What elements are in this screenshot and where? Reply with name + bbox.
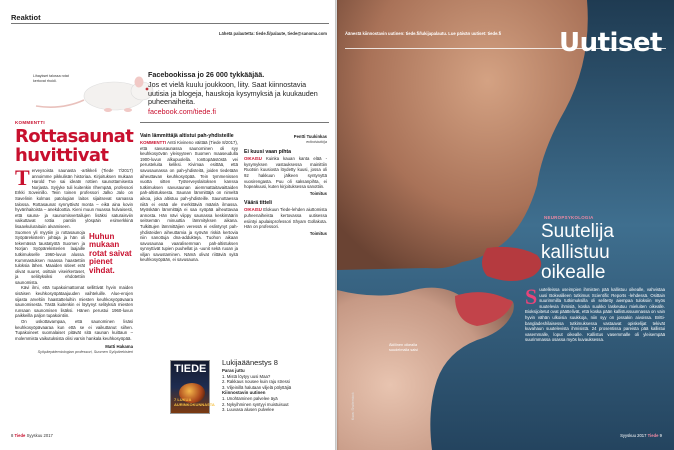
letter-label: OIKAISU [244, 156, 262, 162]
letter-text: OIKAISU Elokuun Tiede-lehden aiuttomista puheenaiheista kertovassa uutisessa esiintyi apulaisprofessori Shyam Gollakota. Hän on professori. [244, 207, 327, 230]
pull-quote: Huhun mukaan rotat saivat pienet vihdat. [89, 231, 132, 275]
letter-text: KOMMENTTI Antti Kivineno väittää (Tiede 8/2017), että savusaunassa saunominen oli syy keuhkosyövän yleisyyteen Suomen maaseudulla 1900-luvun alkupuolella. Ionttopäästöstä vei perusteluita keliksi. Kivimaa esittää, että savusaunassa on pah-yhdisteitä, joiden tiedetään aiheuttavan keuhkosyöpää. Tein tymmenissen vuotta sitten Työterveyslaitoksen kanssa tutkimuksen savusaunan aiemmattaitavaittaiden pah-altistuksesta. Saunan lämmittäjä on nimeltä aikoa, joka altistuu pah-yhdisteille. Saunottaessa niitä ei enää ole merkittäviä määriä ilmassa. Myöskään lämmittäjä ei saa syöpää aiheuttavaa annosta. Hän nävi viippy saunassa keskimäärin seitsemän minuuttia lämmityksen aikana. Tulkittujen lämmittäjien veressä ei eslintynyt pah-yhdisteiden aiheuttamia ja syövän riskiä kertovia niin sanottuja dna-addukteja. Tuohon aikaan savusaunaa vaaralisemman pah-altistuksen synnyttivät tupien puuhellat ja -uunit sekä ruoan ja viljan savustaminen. Nämä olivat riittäviä syitä keuhkosyöpään, ei savusauna. [140, 140, 238, 263]
paragraph: erveysoista saunasta -artikkeli (Tiede 7/2017) annoimme pikkulisän historiaa. Kirjoituksen mukaan Harold Tve sai ideatn rottien saunottamisesta Norjasta. Syrjyke tuli kuitenkin Ilhempää, professori Erkki Soveinillo. Teiin toinen professori Jalko Jalo on Savelinin kolmas patologian laitos sijaitsevat samassa talossa. Rottasaunat synnyttivät monta – eikä aina kovin hyvänhaitoista – anekdoottia. Kieni muun muassa hulvaisesti, että sauna- ja saunomisvertailujen lisäksi saturaisviin vaikuttavat rottia pantiin ylöspäin esimerkkinä lisaavkuluraituiin alvamiseen. [15, 168, 133, 229]
photo-caption: Äkillinen oikealla suudelmalla saisi [389, 343, 418, 352]
poll-category: Kiinnostavin uutinen [222, 390, 266, 396]
poll-item: 1. Unohtaminen palvelee äyä [222, 395, 278, 401]
reader-poll [222, 358, 328, 413]
cover-title: TIEDE [174, 363, 207, 375]
paragraph: Suomen yli myytiin jo rottasaunoja Syöpärekisterin johtaja ja hän oli tekemässä taustatyötä Suomen ja Norjan Syöpärekisterien laajaille tutkimukselle 1960-luvun alussa. Kummastuksen maassa haastettiin tuloksia lähen. Maaiden sitieet erät olivat suuret, osittain viseirkertaset, ja seliityksiksi ehdotettiin saunomista. [15, 229, 85, 285]
article-body [15, 165, 133, 356]
letter-sig: Pentti Tuukinkas [293, 134, 327, 139]
article-headline: Rottasaunat huvittivat [15, 126, 134, 166]
page-number: 8 [11, 433, 14, 438]
issue-date: Syyskuu 2017 [26, 433, 53, 438]
divider [140, 122, 329, 123]
page-number: 9 [659, 433, 662, 438]
facebook-link[interactable]: facebook.com/tiede.fi [148, 106, 216, 116]
drop-cap: S [525, 284, 538, 309]
facebook-box [148, 70, 328, 116]
letter-headline: Väärä titteli [244, 200, 272, 207]
letter-sig: Toimitus [309, 230, 327, 236]
author-title: Syöpäepidemiologian professori, Suomen Syöpärekisteri [37, 350, 133, 354]
right-page [337, 0, 674, 450]
letter-label: OIKAISU [244, 207, 262, 213]
contact-line: Lähetä palautetta: tiede.fi/palaute, tiede@sanoma.com [218, 31, 327, 36]
paragraph: On uskottavampaa, että saunominen lisäsi keuhkosyöpävaaraa kun että se ei vaikuttanut siihen. Tupakoineet suomalaiset pitävät sitä saunan kuittaun – molemmista vaikutuksista olisi varsin hankala keuhkosyöpää. [15, 319, 133, 341]
author-name: Matti Hakama [105, 344, 133, 350]
magazine-cover [170, 360, 215, 414]
letter-headline: Ei kuusi vaan pihta [244, 149, 291, 156]
drop-cap: T [15, 165, 30, 190]
article-headline: Suutelija kallistuu oikealle [541, 221, 614, 283]
poll-item: 2. Nykyihminen syntyyi muistuisuut [222, 401, 289, 407]
contact-line: Äänestä kiinnostavin uutinen: tiede.fi/lukijapalautu. Lue päivän uutiset: tiede.fi [345, 31, 502, 36]
letter-text: OIKAISU Kuinka kauan kanta elää -kysymyksen vastauksessa mainittiin Ruotsin kuusiosta löydetty kuusi, jossa oli 92 hakkuun jälkeen syntynyttä vuosirengasta. Puu oli saksanpihta, ei hopeakuusi, kuten kirjoituksessa sanottiin. [244, 156, 328, 190]
topic-label: NEUROPSYKOLOGIA [544, 215, 594, 220]
header-rule [11, 23, 329, 24]
article-body: S uutelleissa useimpien ihmisten pää kallistuu oikealle, vahvistaa uusi Bokealileen tutkimus Scientific Reports -lehdessä. Osittain suurimmilla tutkimuksilla oli selitetty aiempaa tuloksiin myös suutelevia ihmisiä, koska suukko laskeutuu mieluiten oikealle. Bioksijoitetut ovat päättelivät, että koska pään kallistussuunnassa on vain hyvin vähän ulkoisia suukkoja, niin syy on jossakin aivoissa. Britti-bangladeshilaisessa tutkimuksessa vastaavat opiskelijat tekivät kuvahaun suutelevista ihmisistä. 24 prosentissa pareista pää kallistui vasemmalle, loput oikealle. Kallistus vasemmalle oli yleisempää suurimmassa osassa myös kuvauksessa. [525, 284, 665, 343]
letter-column [140, 133, 238, 263]
comment-label: KOMMENTTI [15, 120, 45, 125]
section-title: Reaktiot [11, 13, 41, 22]
letter-sig-title: erikoistutkija [306, 139, 327, 144]
poll-title: Lukijaäänestys 8 [222, 358, 278, 367]
letter-column [244, 133, 327, 236]
poll-item: 1. Mistä löytyy uusi Maa? [222, 373, 271, 379]
poll-category: Paras juttu [222, 368, 245, 373]
poll-item: 2. Rakkaus nousee kuin raju stressi [222, 379, 290, 385]
rat-image [22, 58, 152, 120]
photo-credit: Kuva: Shutterstock [351, 392, 355, 420]
header-rule [345, 48, 666, 49]
page-footer [11, 433, 53, 438]
facebook-text: Jos et vielä kuulu joukkoon, liity. Saat kiinnostavia uutisia ja blogeja, hauskoja kysymyksiä ja kuukauden puheenaiheita. [148, 80, 318, 107]
section-title: Uutiset [558, 28, 662, 58]
letter-label: KOMMENTTI [140, 140, 167, 145]
magazine-name: Tiede [647, 433, 659, 438]
magazine-name: Tiede [14, 433, 26, 438]
issue-date: Syyskuu 2017 [620, 433, 647, 438]
page-footer [620, 433, 662, 438]
letter-sig: Toimitus [309, 190, 327, 196]
facebook-title: Facebookissa jo 26 000 tykkääjää. [148, 70, 265, 79]
poll-item: 3. Viljeinillä halutaan viljelä pölyttäjiä [222, 384, 292, 390]
rat-caption: Lihaykset talossa rotat kertovat rhoidi. [33, 74, 69, 83]
page-fold [335, 0, 339, 450]
cover-subtitle: 7 LUKUA AURINKOKUNNASTA [174, 397, 215, 407]
paragraph: Kävi ilmi, että tupakoimattomat sellittivät hyvin maiden sisäisen keuhkosyöpätaajuuden vaihteluille. Alue-erojen sijasta arveltiin haastatteluihin miesten keuhkosyöpävaara saunomisesta. Tästä kuitenkin ei löytynyt selityksiä miesten runsaan saunomisen lisäksi. Hänen perustui 1960-luvun paikkeilla paljon tupakointiin. [15, 285, 133, 319]
poll-item: 3. Luuvasa alusen pulvelee [222, 407, 275, 413]
letter-headline: Vain lämmittäjä altistui pah-yhdisteille [140, 133, 234, 139]
